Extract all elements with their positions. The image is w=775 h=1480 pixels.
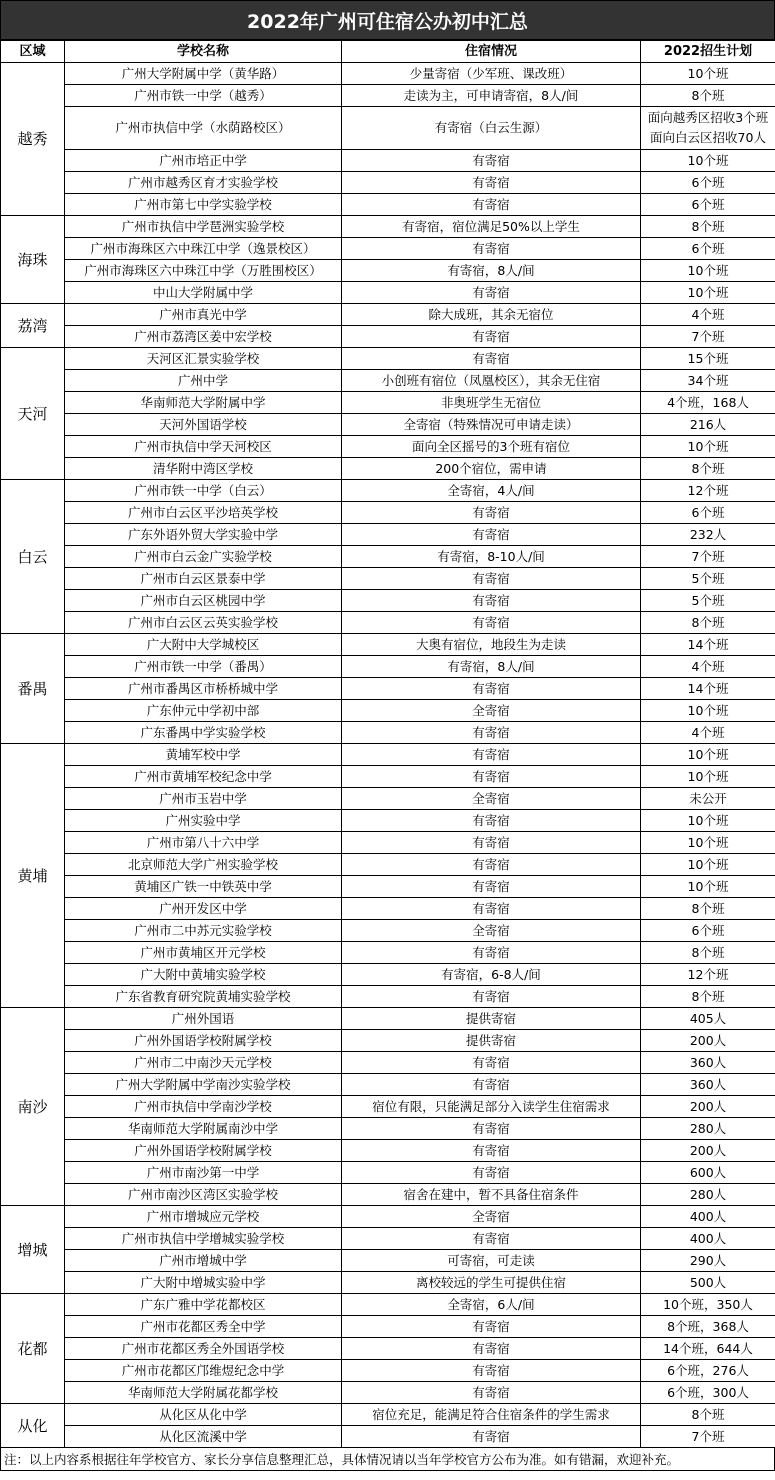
housing-cell: 200个宿位，需申请 (342, 458, 641, 480)
enrollment-plan-cell: 8个班 (641, 216, 775, 238)
table-row (1, 150, 775, 172)
school-name-cell: 广州市增城中学 (65, 1250, 342, 1272)
table-row (1, 854, 775, 876)
district-cell: 越秀 (1, 63, 65, 216)
housing-cell: 有寄宿 (342, 1338, 641, 1360)
table-row (1, 656, 775, 678)
school-name-cell: 广州市花都区邝维煜纪念中学 (65, 1360, 342, 1382)
table-row (1, 392, 775, 414)
enrollment-plan-cell: 14个班，644人 (641, 1338, 775, 1360)
table-row (1, 722, 775, 744)
table-row (1, 524, 775, 546)
enrollment-plan-cell: 6个班 (641, 172, 775, 194)
table-row (1, 898, 775, 920)
table-row (1, 766, 775, 788)
table-row (1, 590, 775, 612)
housing-cell: 宿位有限，只能满足部分入读学生住宿需求 (342, 1096, 641, 1118)
table-row (1, 1426, 775, 1448)
table-row (1, 414, 775, 436)
table-row (1, 832, 775, 854)
school-name-cell: 广州市南沙第一中学 (65, 1162, 342, 1184)
school-name-cell: 广州市荔湾区姜中宏学校 (65, 326, 342, 348)
school-name-cell: 广州市真光中学 (65, 304, 342, 326)
table-row (1, 436, 775, 458)
housing-cell: 宿舍在建中，暂不具备住宿条件 (342, 1184, 641, 1206)
school-name-cell: 广东省教育研究院黄埔实验学校 (65, 986, 342, 1008)
enrollment-plan-cell: 8个班 (641, 1404, 775, 1426)
housing-cell: 有寄宿 (342, 832, 641, 854)
enrollment-plan-cell: 600人 (641, 1162, 775, 1184)
school-name-cell: 广大附中黄埔实验学校 (65, 964, 342, 986)
table-row (1, 678, 775, 700)
enrollment-plan-cell: 未公开 (641, 788, 775, 810)
table-row (1, 1404, 775, 1426)
table-row (1, 788, 775, 810)
enrollment-plan-cell: 5个班 (641, 590, 775, 612)
housing-cell: 有寄宿 (342, 502, 641, 524)
enrollment-plan-cell: 6个班 (641, 502, 775, 524)
district-cell: 白云 (1, 480, 65, 634)
school-name-cell: 广州市铁一中学（白云） (65, 480, 342, 502)
school-name-cell: 广州市黄埔军校纪念中学 (65, 766, 342, 788)
housing-cell: 有寄宿（白云生源） (342, 107, 641, 150)
school-name-cell: 广州开发区中学 (65, 898, 342, 920)
housing-cell: 有寄宿 (342, 172, 641, 194)
enrollment-plan-cell: 34个班 (641, 370, 775, 392)
district-cell: 海珠 (1, 216, 65, 304)
housing-cell: 大奥有宿位，地段生为走读 (342, 634, 641, 656)
school-name-cell: 广州市海珠区六中珠江中学（万胜围校区） (65, 260, 342, 282)
table-row (1, 1008, 775, 1030)
school-name-cell: 广州市铁一中学（番禺） (65, 656, 342, 678)
table-row (1, 326, 775, 348)
table-row (1, 920, 775, 942)
enrollment-plan-cell: 12个班 (641, 480, 775, 502)
school-name-cell: 华南师范大学附属花都学校 (65, 1382, 342, 1404)
housing-cell: 有寄宿 (342, 942, 641, 964)
footnote: 注：以上内容系根据往年学校官方、家长分享信息整理汇总，具体情况请以当年学校官方公布为准。如有错漏，欢迎补充。 (0, 1448, 775, 1471)
housing-cell: 有寄宿 (342, 1118, 641, 1140)
table-row (1, 348, 775, 370)
housing-cell: 走读为主，可申请寄宿，8人/间 (342, 85, 641, 107)
enrollment-plan-cell: 10个班 (641, 766, 775, 788)
enrollment-plan-line: 面向越秀区招收3个班 (647, 110, 769, 125)
housing-cell: 全寄宿 (342, 1206, 641, 1228)
school-name-cell: 广州市第八十六中学 (65, 832, 342, 854)
enrollment-plan-cell: 10个班，350人 (641, 1294, 775, 1316)
table-row (1, 480, 775, 502)
enrollment-plan-cell: 280人 (641, 1118, 775, 1140)
enrollment-plan-cell: 6个班，276人 (641, 1360, 775, 1382)
housing-cell: 有寄宿 (342, 612, 641, 634)
school-name-cell: 从化区从化中学 (65, 1404, 342, 1426)
table-row (1, 1118, 775, 1140)
housing-cell: 有寄宿 (342, 150, 641, 172)
table-row (1, 986, 775, 1008)
enrollment-plan-cell: 12个班 (641, 964, 775, 986)
school-name-cell: 广州市玉岩中学 (65, 788, 342, 810)
table-row (1, 1206, 775, 1228)
housing-cell: 有寄宿 (342, 326, 641, 348)
enrollment-plan-cell (641, 107, 775, 150)
school-name-cell: 广州大学附属中学（黄华路） (65, 63, 342, 85)
table-row (1, 1360, 775, 1382)
housing-cell: 有寄宿 (342, 1140, 641, 1162)
school-name-cell: 广州实验中学 (65, 810, 342, 832)
table-row (1, 458, 775, 480)
table-row (1, 568, 775, 590)
enrollment-plan-cell: 10个班 (641, 744, 775, 766)
table-row (1, 216, 775, 238)
enrollment-plan-cell: 500人 (641, 1272, 775, 1294)
housing-cell: 全寄宿（特殊情况可申请走读） (342, 414, 641, 436)
school-name-cell: 广州中学 (65, 370, 342, 392)
housing-cell: 除大成班，其余无宿位 (342, 304, 641, 326)
enrollment-plan-cell: 10个班 (641, 810, 775, 832)
housing-cell: 有寄宿，8人/间 (342, 260, 641, 282)
school-name-cell: 广州市白云区平沙培英学校 (65, 502, 342, 524)
housing-cell: 有寄宿 (342, 238, 641, 260)
enrollment-plan-line: 面向白云区招收70人 (650, 130, 766, 145)
table-row (1, 194, 775, 216)
housing-cell: 有寄宿 (342, 568, 641, 590)
enrollment-plan-cell: 8个班 (641, 85, 775, 107)
table-row (1, 238, 775, 260)
enrollment-plan-cell: 4个班，168人 (641, 392, 775, 414)
school-name-cell: 广州市白云金广实验学校 (65, 546, 342, 568)
housing-cell: 有寄宿，6-8人/间 (342, 964, 641, 986)
table-row (1, 546, 775, 568)
housing-cell: 提供寄宿 (342, 1030, 641, 1052)
housing-cell: 有寄宿 (342, 986, 641, 1008)
table-row (1, 1250, 775, 1272)
enrollment-plan-cell: 5个班 (641, 568, 775, 590)
enrollment-plan-cell: 15个班 (641, 348, 775, 370)
district-cell: 从化 (1, 1404, 65, 1448)
school-name-cell: 广东番禺中学实验学校 (65, 722, 342, 744)
housing-cell: 宿位充足，能满足符合住宿条件的学生需求 (342, 1404, 641, 1426)
enrollment-plan-cell: 7个班 (641, 1426, 775, 1448)
housing-cell: 有寄宿 (342, 1228, 641, 1250)
school-name-cell: 广州市黄埔区开元学校 (65, 942, 342, 964)
housing-cell: 小创班有宿位（凤凰校区），其余无住宿 (342, 370, 641, 392)
enrollment-plan-cell: 4个班 (641, 722, 775, 744)
enrollment-plan-cell: 10个班 (641, 832, 775, 854)
school-name-cell: 广州市二中南沙天元学校 (65, 1052, 342, 1074)
housing-cell: 有寄宿 (342, 348, 641, 370)
housing-cell: 全寄宿，4人/间 (342, 480, 641, 502)
table-row (1, 1338, 775, 1360)
school-name-cell: 广州外国语学校附属学校 (65, 1140, 342, 1162)
housing-cell: 有寄宿，宿位满足50%以上学生 (342, 216, 641, 238)
district-cell: 黄埔 (1, 744, 65, 1008)
table-row (1, 1228, 775, 1250)
housing-cell: 全寄宿，6人/间 (342, 1294, 641, 1316)
schools-table (0, 40, 775, 1448)
enrollment-plan-cell: 232人 (641, 524, 775, 546)
table-row (1, 612, 775, 634)
header-school: 学校名称 (65, 41, 342, 63)
table-row (1, 1030, 775, 1052)
table-row (1, 700, 775, 722)
enrollment-plan-cell: 8个班 (641, 458, 775, 480)
table-row (1, 1184, 775, 1206)
enrollment-plan-cell: 4个班 (641, 656, 775, 678)
school-name-cell: 广州外国语 (65, 1008, 342, 1030)
enrollment-plan-cell: 10个班 (641, 876, 775, 898)
enrollment-plan-cell: 6个班 (641, 920, 775, 942)
school-name-cell: 华南师范大学附属南沙中学 (65, 1118, 342, 1140)
table-row (1, 810, 775, 832)
enrollment-plan-cell: 14个班 (641, 678, 775, 700)
school-name-cell: 广州市花都区秀全中学 (65, 1316, 342, 1338)
school-name-cell: 广州市第七中学实验学校 (65, 194, 342, 216)
housing-cell: 有寄宿 (342, 766, 641, 788)
housing-cell: 有寄宿，8-10人/间 (342, 546, 641, 568)
enrollment-plan-cell: 216人 (641, 414, 775, 436)
housing-cell: 少量寄宿（少军班、课改班） (342, 63, 641, 85)
table-row (1, 370, 775, 392)
enrollment-plan-cell: 10个班 (641, 282, 775, 304)
district-cell: 南沙 (1, 1008, 65, 1206)
table-row (1, 1052, 775, 1074)
enrollment-plan-cell: 280人 (641, 1184, 775, 1206)
enrollment-plan-cell: 10个班 (641, 700, 775, 722)
table-row (1, 282, 775, 304)
district-cell: 花都 (1, 1294, 65, 1404)
housing-cell: 面向全区摇号的3个班有宿位 (342, 436, 641, 458)
table-row (1, 502, 775, 524)
table-row (1, 964, 775, 986)
housing-cell: 有寄宿 (342, 744, 641, 766)
enrollment-plan-cell: 8个班，368人 (641, 1316, 775, 1338)
housing-cell: 有寄宿 (342, 590, 641, 612)
enrollment-plan-cell: 8个班 (641, 986, 775, 1008)
table-row (1, 1074, 775, 1096)
district-cell: 番禺 (1, 634, 65, 744)
table-row (1, 1096, 775, 1118)
housing-cell: 提供寄宿 (342, 1008, 641, 1030)
school-name-cell: 广州市白云区桃园中学 (65, 590, 342, 612)
enrollment-plan-cell: 4个班 (641, 304, 775, 326)
school-name-cell: 广州外国语学校附属学校 (65, 1030, 342, 1052)
school-name-cell: 黄埔军校中学 (65, 744, 342, 766)
enrollment-plan-cell: 200人 (641, 1096, 775, 1118)
school-name-cell: 广州市白云区云英实验学校 (65, 612, 342, 634)
school-name-cell: 广州市增城应元学校 (65, 1206, 342, 1228)
school-name-cell: 广州市番禺区市桥桥城中学 (65, 678, 342, 700)
housing-cell: 有寄宿 (342, 854, 641, 876)
school-name-cell: 广州市执信中学南沙学校 (65, 1096, 342, 1118)
school-name-cell: 广州市培正中学 (65, 150, 342, 172)
enrollment-plan-cell: 6个班 (641, 238, 775, 260)
enrollment-plan-cell: 400人 (641, 1228, 775, 1250)
school-name-cell: 广州市执信中学（水荫路校区） (65, 107, 342, 150)
school-name-cell: 广州市越秀区育才实验学校 (65, 172, 342, 194)
school-name-cell: 中山大学附属中学 (65, 282, 342, 304)
enrollment-plan-cell: 6个班 (641, 194, 775, 216)
school-name-cell: 华南师范大学附属中学 (65, 392, 342, 414)
enrollment-plan-cell: 10个班 (641, 436, 775, 458)
housing-cell: 有寄宿 (342, 898, 641, 920)
table-row (1, 304, 775, 326)
housing-cell: 有寄宿 (342, 1074, 641, 1096)
school-name-cell: 清华附中湾区学校 (65, 458, 342, 480)
school-name-cell: 广州市海珠区六中珠江中学（逸景校区） (65, 238, 342, 260)
school-name-cell: 广州市执信中学增城实验学校 (65, 1228, 342, 1250)
school-name-cell: 广州市执信中学琶洲实验学校 (65, 216, 342, 238)
enrollment-plan-cell: 8个班 (641, 612, 775, 634)
housing-cell: 有寄宿 (342, 1426, 641, 1448)
header-district: 区域 (1, 41, 65, 63)
enrollment-plan-cell: 200人 (641, 1030, 775, 1052)
table-row (1, 876, 775, 898)
school-name-cell: 广大附中大学城校区 (65, 634, 342, 656)
table-row (1, 85, 775, 107)
enrollment-plan-cell: 200人 (641, 1140, 775, 1162)
housing-cell: 非奥班学生无宿位 (342, 392, 641, 414)
district-cell: 增城 (1, 1206, 65, 1294)
housing-cell: 全寄宿 (342, 700, 641, 722)
enrollment-plan-cell: 290人 (641, 1250, 775, 1272)
school-name-cell: 广东仲元中学初中部 (65, 700, 342, 722)
school-name-cell: 广州市花都区秀全外国语学校 (65, 1338, 342, 1360)
housing-cell: 有寄宿 (342, 1360, 641, 1382)
housing-cell: 有寄宿 (342, 810, 641, 832)
school-name-cell: 广州市南沙区湾区实验学校 (65, 1184, 342, 1206)
school-name-cell: 广大附中增城实验中学 (65, 1272, 342, 1294)
housing-cell: 有寄宿 (342, 678, 641, 700)
enrollment-plan-cell: 360人 (641, 1052, 775, 1074)
enrollment-plan-cell: 400人 (641, 1206, 775, 1228)
school-name-cell: 天河外国语学校 (65, 414, 342, 436)
sheet-title: 2022年广州可住宿公办初中汇总 (0, 0, 775, 40)
district-cell: 荔湾 (1, 304, 65, 348)
housing-cell: 可寄宿，可走读 (342, 1250, 641, 1272)
housing-cell: 有寄宿 (342, 282, 641, 304)
school-name-cell: 广州市白云区景泰中学 (65, 568, 342, 590)
enrollment-plan-cell: 10个班 (641, 63, 775, 85)
school-name-cell: 天河区汇景实验学校 (65, 348, 342, 370)
housing-cell: 有寄宿 (342, 194, 641, 216)
housing-cell: 有寄宿 (342, 1316, 641, 1338)
school-name-cell: 广州市铁一中学（越秀） (65, 85, 342, 107)
enrollment-plan-cell: 360人 (641, 1074, 775, 1096)
housing-cell: 有寄宿 (342, 1052, 641, 1074)
enrollment-plan-cell: 10个班 (641, 260, 775, 282)
table-row (1, 63, 775, 85)
table-row (1, 107, 775, 150)
table-body (1, 63, 775, 1448)
header-housing: 住宿情况 (342, 41, 641, 63)
school-name-cell: 广东外语外贸大学实验中学 (65, 524, 342, 546)
table-row (1, 942, 775, 964)
housing-cell: 离校较远的学生可提供住宿 (342, 1272, 641, 1294)
housing-cell: 全寄宿 (342, 788, 641, 810)
table-row (1, 1316, 775, 1338)
school-name-cell: 广州大学附属中学南沙实验学校 (65, 1074, 342, 1096)
school-name-cell: 黄埔区广铁一中铁英中学 (65, 876, 342, 898)
table-row (1, 1272, 775, 1294)
housing-cell: 有寄宿 (342, 1162, 641, 1184)
school-name-cell: 广州市二中苏元实验学校 (65, 920, 342, 942)
enrollment-plan-cell: 405人 (641, 1008, 775, 1030)
table-row (1, 1162, 775, 1184)
housing-cell: 全寄宿 (342, 920, 641, 942)
school-name-cell: 从化区流溪中学 (65, 1426, 342, 1448)
table-row (1, 744, 775, 766)
header-plan: 2022招生计划 (641, 41, 775, 63)
table-row (1, 172, 775, 194)
table-row (1, 634, 775, 656)
district-cell: 天河 (1, 348, 65, 480)
housing-cell: 有寄宿，8人/间 (342, 656, 641, 678)
housing-cell: 有寄宿 (342, 1382, 641, 1404)
enrollment-plan-cell: 10个班 (641, 854, 775, 876)
housing-cell: 有寄宿 (342, 524, 641, 546)
housing-cell: 有寄宿 (342, 722, 641, 744)
enrollment-plan-cell: 7个班 (641, 326, 775, 348)
enrollment-plan-cell: 8个班 (641, 942, 775, 964)
table-row (1, 1294, 775, 1316)
enrollment-plan-cell: 8个班 (641, 898, 775, 920)
housing-cell: 有寄宿 (342, 876, 641, 898)
table-row (1, 1140, 775, 1162)
enrollment-plan-cell: 10个班 (641, 150, 775, 172)
enrollment-plan-cell: 6个班，300人 (641, 1382, 775, 1404)
school-name-cell: 北京师范大学广州实验学校 (65, 854, 342, 876)
enrollment-plan-cell: 14个班 (641, 634, 775, 656)
school-name-cell: 广东广雅中学花都校区 (65, 1294, 342, 1316)
enrollment-plan-cell: 7个班 (641, 546, 775, 568)
table-row (1, 260, 775, 282)
school-name-cell: 广州市执信中学天河校区 (65, 436, 342, 458)
header-row (1, 41, 775, 63)
table-row (1, 1382, 775, 1404)
